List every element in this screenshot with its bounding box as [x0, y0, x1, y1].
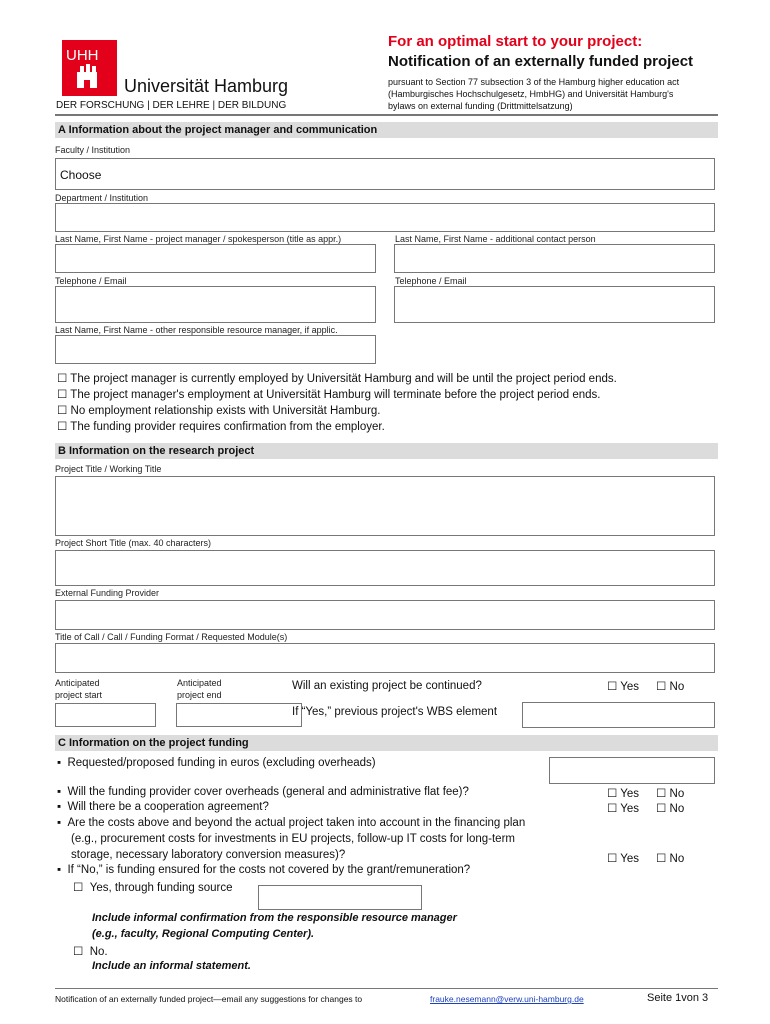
yes-label: Yes: [620, 681, 640, 693]
wbs-label: If “Yes,” previous project's WBS element: [292, 706, 498, 718]
overheads-no-checkbox[interactable]: ☐ No: [656, 788, 685, 800]
short-title-label: Project Short Title (max. 40 characters): [55, 538, 212, 548]
call-input[interactable]: [55, 643, 715, 673]
faculty-select[interactable]: [55, 158, 715, 190]
checkbox-label: No employment relationship exists with Universität Hamburg.: [70, 405, 381, 417]
manager-input[interactable]: [55, 244, 376, 273]
uhh-logo: [62, 40, 117, 96]
svg-text:UHH: UHH: [66, 47, 99, 64]
call-label: Title of Call / Call / Funding Format / Requested Module(s): [55, 632, 288, 642]
costs-question-line: (e.g., procurement costs for investments in EU projects, follow-up IT costs for long-term: [71, 833, 515, 845]
department-input[interactable]: [55, 203, 715, 232]
section-b-header: B Information on the research project: [55, 443, 718, 459]
overheads-question: ▪ Will the funding provider cover overheads (general and administrative flat fee)?: [57, 786, 469, 798]
confirm-note: Include informal confirmation from the responsible resource manager: [92, 912, 457, 924]
footer-email-link[interactable]: frauke.nesemann@verw.uni-hamburg.de: [430, 994, 584, 1004]
footer-text: Notification of an externally funded project—email any suggestions for changes to: [55, 994, 363, 1004]
checkbox-label: The project manager is currently employed by Universität Hamburg and will be until the project period ends.: [70, 373, 617, 385]
funding-source-input[interactable]: [258, 885, 422, 910]
checkbox-label: The funding provider requires confirmation from the employer.: [70, 421, 385, 433]
bullet-text: If “No,” is funding ensured for the costs not covered by the grant/remuneration?: [67, 864, 471, 876]
faculty-label: Faculty / Institution: [55, 145, 131, 155]
header-rule: [55, 114, 718, 116]
subtitle-line: pursuant to Section 77 subsection 3 of the Hamburg higher education act: [388, 77, 680, 87]
section-a-header: A Information about the project manager and communication: [55, 122, 718, 138]
coop-question: ▪ Will there be a cooperation agreement?: [57, 801, 269, 813]
if-no-question: ▪ If “No,” is funding ensured for the costs not covered by the grant/remuneration?: [57, 864, 471, 876]
costs-question: ▪ Are the costs above and beyond the actual project taken into account in the financing plan: [57, 817, 526, 829]
end-label: Anticipated: [177, 678, 222, 688]
short-title-input[interactable]: [55, 550, 715, 586]
yes-label: Yes: [620, 788, 640, 800]
statement-note: Include an informal statement.: [92, 960, 251, 972]
manager-label: Last Name, First Name - project manager / spokesperson (title as appr.): [55, 234, 342, 244]
coop-yes-checkbox[interactable]: ☐ Yes: [607, 803, 640, 815]
title-red: For an optimal start to your project:: [388, 33, 643, 50]
department-label: Department / Institution: [55, 193, 149, 203]
page-number: Seite 1von 3: [647, 992, 709, 1004]
other-manager-label: Last Name, First Name - other responsible resource manager, if applic.: [55, 325, 338, 335]
employment-checkbox[interactable]: ☐ The funding provider requires confirmation from the employer.: [57, 421, 385, 433]
contact-input[interactable]: [394, 244, 715, 273]
wbs-input[interactable]: [522, 702, 715, 728]
checkbox-label: The project manager's employment at Universität Hamburg will terminate before the project period ends.: [70, 389, 601, 401]
bullet-text: Will the funding provider cover overheads (general and administrative flat fee)?: [67, 786, 469, 798]
bullet-text: Requested/proposed funding in euros (excluding overheads): [67, 757, 376, 769]
no-checkbox[interactable]: ☐ No.: [73, 946, 108, 958]
overheads-yes-checkbox[interactable]: ☐ Yes: [607, 788, 640, 800]
costs-yes-checkbox[interactable]: ☐ Yes: [607, 853, 640, 865]
tel2-input[interactable]: [394, 286, 715, 323]
costs-no-checkbox[interactable]: ☐ No: [656, 853, 685, 865]
footer-rule: [55, 988, 718, 989]
bullet-text: Are the costs above and beyond the actual project taken into account in the financing plan: [67, 817, 526, 829]
no-label: No: [669, 681, 685, 693]
continued-yes-checkbox[interactable]: ☐ Yes: [607, 681, 640, 693]
tel1-label: Telephone / Email: [55, 276, 127, 286]
project-title-label: Project Title / Working Title: [55, 464, 162, 474]
subtitle-line: (Hamburgisches Hochschulgesetz, HmbHG) and Universität Hamburg's: [388, 89, 674, 99]
page-title: Notification of an externally funded project: [388, 53, 694, 70]
no-label: No: [669, 788, 685, 800]
costs-question-line: storage, necessary laboratory conversion measures)?: [71, 849, 346, 861]
provider-input[interactable]: [55, 600, 715, 630]
employment-checkbox[interactable]: ☐ The project manager's employment at Universität Hamburg will terminate before the project period ends.: [57, 389, 601, 401]
start-label: Anticipated: [55, 678, 100, 688]
subtitle-line: bylaws on external funding (Drittmittelsatzung): [388, 101, 573, 111]
contact-label: Last Name, First Name - additional contact person: [395, 234, 596, 244]
employment-checkbox[interactable]: ☐ No employment relationship exists with Universität Hamburg.: [57, 405, 381, 417]
start-input[interactable]: [55, 703, 156, 727]
project-title-input[interactable]: [55, 476, 715, 536]
hamburg-castle-icon: [62, 40, 117, 96]
end-label: project end: [177, 690, 222, 700]
tel1-input[interactable]: [55, 286, 376, 323]
yes-label: Yes: [620, 853, 640, 865]
faculty-value: Choose: [60, 168, 102, 182]
end-input[interactable]: [176, 703, 302, 727]
checkbox-label: Yes, through funding source: [89, 882, 233, 894]
employment-checkbox[interactable]: ☐ The project manager is currently employed by Universität Hamburg and will be until the project period ends.: [57, 373, 617, 385]
provider-label: External Funding Provider: [55, 588, 160, 598]
no-label: No: [669, 853, 685, 865]
yes-label: Yes: [620, 803, 640, 815]
tagline: DER FORSCHUNG | DER LEHRE | DER BILDUNG: [56, 100, 287, 111]
tel2-label: Telephone / Email: [395, 276, 467, 286]
continued-no-checkbox[interactable]: ☐ No: [656, 681, 685, 693]
confirm-note: (e.g., faculty, Regional Computing Center).: [92, 928, 315, 940]
university-name: Universität Hamburg: [124, 76, 289, 96]
funding-amount-input[interactable]: [549, 757, 715, 784]
start-label: project start: [55, 690, 103, 700]
coop-no-checkbox[interactable]: ☐ No: [656, 803, 685, 815]
funding-label: ▪ Requested/proposed funding in euros (excluding overheads): [57, 757, 376, 769]
continued-question: Will an existing project be continued?: [292, 680, 482, 692]
checkbox-label: No.: [89, 946, 108, 958]
bullet-text: Will there be a cooperation agreement?: [67, 801, 269, 813]
no-label: No: [669, 803, 685, 815]
section-c-header: C Information on the project funding: [55, 735, 718, 751]
yes-source-checkbox[interactable]: ☐ Yes, through funding source: [73, 882, 233, 894]
other-manager-input[interactable]: [55, 335, 376, 364]
